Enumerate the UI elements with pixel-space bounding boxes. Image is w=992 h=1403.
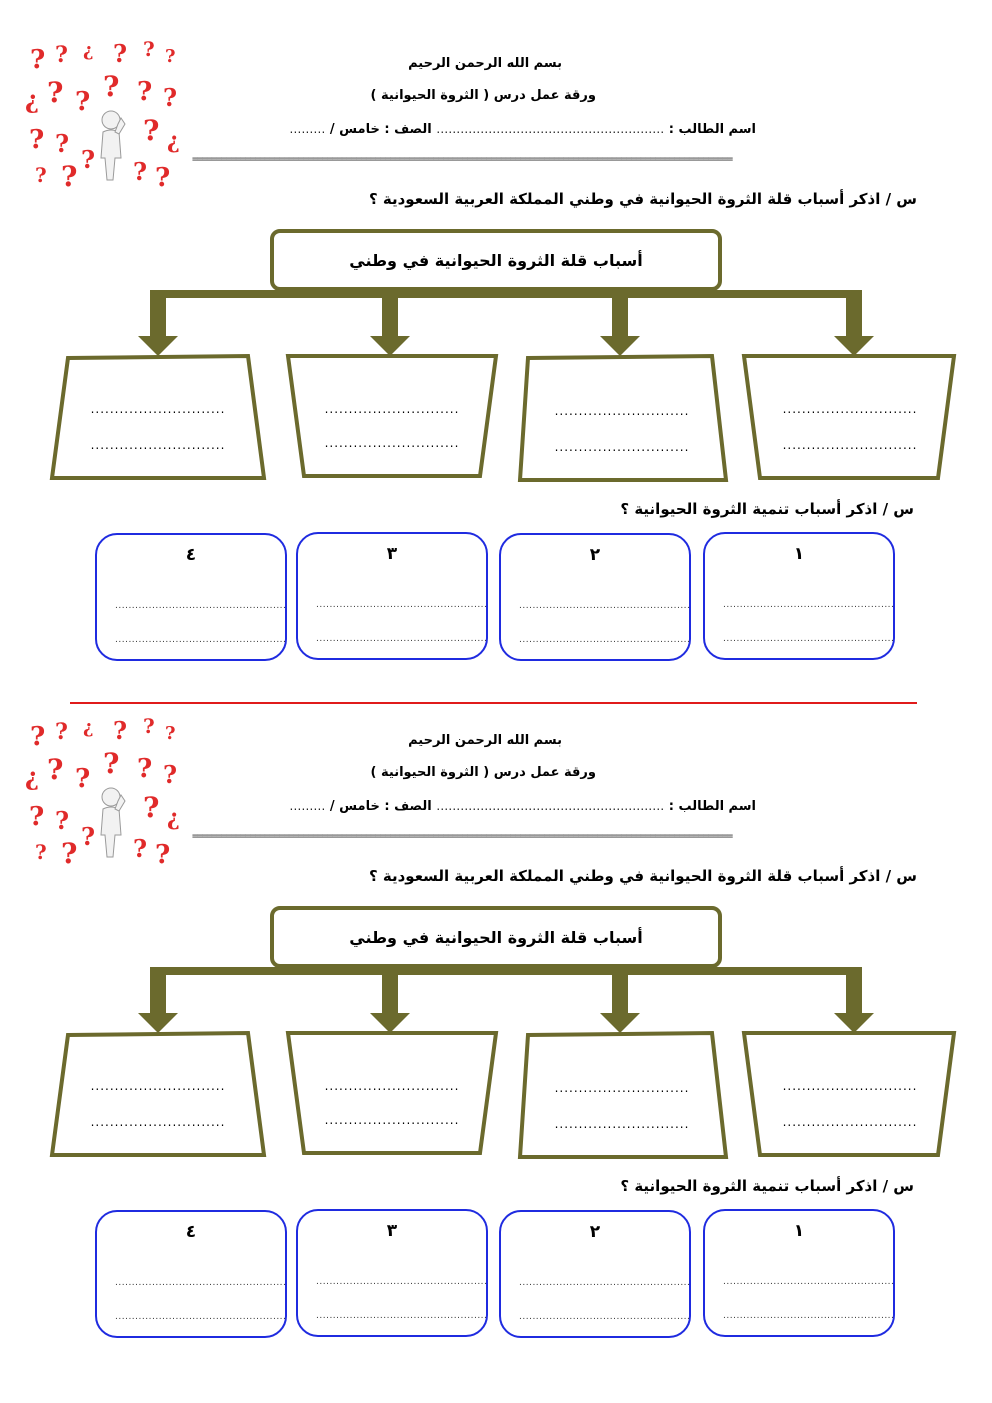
svg-text:?: ?	[143, 114, 160, 147]
basmala: بسم الله الرحمن الرحيم	[408, 733, 562, 748]
diagram-title-box	[270, 229, 722, 291]
class-field[interactable]: ………	[289, 122, 326, 136]
class-label: الصف : خامس /	[329, 122, 432, 137]
svg-text:?: ?	[165, 46, 176, 67]
svg-text:¿: ¿	[167, 805, 180, 831]
worksheet-title: ورقة عمل درس ( الثروة الحيوانية )	[370, 765, 596, 780]
cause-box-mid-right	[520, 1033, 726, 1157]
cause-box-right	[744, 356, 954, 478]
svg-text:¿: ¿	[83, 717, 94, 738]
svg-text:?: ?	[29, 125, 45, 155]
answer-line-1[interactable]: ...................................................	[316, 1277, 488, 1287]
svg-text:?: ?	[163, 760, 178, 789]
cause-box-left	[52, 1033, 264, 1155]
svg-text:?: ?	[137, 77, 153, 107]
svg-text:?: ?	[75, 764, 91, 794]
svg-text:?: ?	[133, 834, 148, 863]
box-number: ٣	[386, 544, 398, 564]
question-1: س / اذكر أسباب قلة الثروة الحيوانية في وطني المملكة العربية السعودية ؟	[368, 867, 917, 885]
answer-line-1[interactable]: ...................................................	[519, 601, 691, 611]
development-box-1	[703, 1209, 895, 1337]
svg-text:¿: ¿	[25, 85, 40, 114]
cause-2-line-1[interactable]: ............................	[324, 1079, 460, 1093]
svg-text:?: ?	[113, 716, 128, 745]
cause-2-line-2[interactable]: ............................	[324, 436, 460, 450]
cause-1-line-2[interactable]: ............................	[90, 1115, 226, 1129]
development-box-4	[95, 533, 287, 661]
svg-text:?: ?	[81, 822, 96, 851]
box-number: ٤	[185, 1222, 197, 1242]
separator-line: ================================================================================================================	[192, 154, 732, 165]
student-name-label: اسم الطالب :	[668, 799, 756, 814]
development-box-2	[499, 533, 691, 661]
svg-text:?: ?	[143, 37, 155, 61]
answer-line-1[interactable]: ...................................................	[519, 1278, 691, 1288]
cause-1-line-1[interactable]: ............................	[90, 1079, 226, 1093]
cause-1-line-1[interactable]: ............................	[90, 402, 226, 416]
development-box-4	[95, 1210, 287, 1338]
svg-text:?: ?	[163, 83, 178, 112]
answer-line-2[interactable]: ...................................................	[519, 1312, 691, 1322]
answer-line-1[interactable]: ...................................................	[115, 601, 287, 611]
svg-text:?: ?	[81, 145, 96, 174]
question-2: س / اذكر أسباب تنمية الثروة الحيوانية ؟	[620, 500, 914, 518]
cause-2-line-1[interactable]: ............................	[324, 402, 460, 416]
worksheet-title: ورقة عمل درس ( الثروة الحيوانية )	[370, 88, 596, 103]
cause-box-mid-right	[520, 356, 726, 480]
svg-text:?: ?	[143, 714, 155, 738]
cause-4-line-1[interactable]: ............................	[782, 402, 918, 416]
svg-text:?: ?	[75, 87, 91, 117]
svg-text:?: ?	[143, 791, 160, 824]
answer-line-1[interactable]: ...................................................	[723, 1277, 895, 1287]
cause-3-line-2[interactable]: ............................	[554, 440, 690, 454]
student-name-label: اسم الطالب :	[668, 122, 756, 137]
box-number: ٢	[589, 545, 601, 565]
diagram-title: أسباب قلة الثروة الحيوانية في وطني	[349, 927, 643, 947]
svg-text:?: ?	[55, 806, 70, 835]
svg-text:?: ?	[47, 753, 64, 786]
cause-3-line-1[interactable]: ............................	[554, 1081, 690, 1095]
cause-box-mid-left	[288, 356, 496, 476]
box-number: ١	[793, 1221, 805, 1241]
answer-line-2[interactable]: ...................................................	[519, 635, 691, 645]
worksheet-top	[0, 0, 992, 680]
svg-text:?: ?	[165, 723, 176, 744]
svg-text:?: ?	[55, 129, 70, 158]
development-box-3	[296, 532, 488, 660]
development-box-1	[703, 532, 895, 660]
svg-text:?: ?	[35, 163, 47, 187]
basmala: بسم الله الرحمن الرحيم	[408, 56, 562, 71]
svg-text:?: ?	[30, 45, 46, 75]
svg-text:?: ?	[55, 42, 68, 68]
answer-line-2[interactable]: ...................................................	[115, 1312, 287, 1322]
answer-line-2[interactable]: ...................................................	[316, 1311, 488, 1321]
svg-text:?: ?	[103, 70, 120, 103]
worksheet-bottom	[0, 677, 992, 1357]
answer-line-1[interactable]: ...................................................	[115, 1278, 287, 1288]
svg-text:?: ?	[35, 840, 47, 864]
cause-box-left	[52, 356, 264, 478]
box-number: ١	[793, 544, 805, 564]
cause-4-line-1[interactable]: ............................	[782, 1079, 918, 1093]
question-2: س / اذكر أسباب تنمية الثروة الحيوانية ؟	[620, 1177, 914, 1195]
answer-line-1[interactable]: ...................................................	[723, 600, 895, 610]
box-number: ٢	[589, 1222, 601, 1242]
svg-text:?: ?	[137, 754, 153, 784]
box-number: ٣	[386, 1221, 398, 1241]
class-field[interactable]: ………	[289, 799, 326, 813]
svg-text:?: ?	[30, 722, 46, 752]
svg-text:¿: ¿	[167, 128, 180, 154]
svg-text:?: ?	[133, 157, 148, 186]
class-label: الصف : خامس /	[329, 799, 432, 814]
cause-2-line-2[interactable]: ............................	[324, 1113, 460, 1127]
svg-text:?: ?	[113, 39, 128, 68]
svg-text:?: ?	[47, 76, 64, 109]
svg-text:?: ?	[61, 160, 78, 193]
answer-line-2[interactable]: ...................................................	[316, 634, 488, 644]
cause-3-line-1[interactable]: ............................	[554, 404, 690, 418]
development-box-2	[499, 1210, 691, 1338]
student-name-field[interactable]: …………………………………………………	[436, 799, 665, 813]
cause-1-line-2[interactable]: ............................	[90, 438, 226, 452]
question-1: س / اذكر أسباب قلة الثروة الحيوانية في وطني المملكة العربية السعودية ؟	[368, 190, 917, 208]
cause-3-line-2[interactable]: ............................	[554, 1117, 690, 1131]
answer-line-2[interactable]: ...................................................	[723, 634, 895, 644]
answer-line-2[interactable]: ...................................................	[115, 635, 287, 645]
cause-4-line-2[interactable]: ............................	[782, 1115, 918, 1129]
svg-text:?: ?	[55, 719, 68, 745]
cause-4-line-2[interactable]: ............................	[782, 438, 918, 452]
svg-text:¿: ¿	[83, 40, 94, 61]
cause-box-right	[744, 1033, 954, 1155]
separator-line: ================================================================================================================	[192, 831, 732, 842]
svg-text:?: ?	[155, 840, 171, 870]
box-number: ٤	[185, 545, 197, 565]
diagram-title-box	[270, 906, 722, 968]
diagram-title: أسباب قلة الثروة الحيوانية في وطني	[349, 250, 643, 270]
svg-text:?: ?	[103, 747, 120, 780]
svg-text:?: ?	[61, 837, 78, 870]
cause-box-mid-left	[288, 1033, 496, 1153]
svg-text:?: ?	[155, 163, 171, 193]
student-name-field[interactable]: …………………………………………………	[436, 122, 665, 136]
answer-line-2[interactable]: ...................................................	[723, 1311, 895, 1321]
svg-text:¿: ¿	[25, 762, 40, 791]
svg-text:?: ?	[29, 802, 45, 832]
answer-line-1[interactable]: ...................................................	[316, 600, 488, 610]
development-box-3	[296, 1209, 488, 1337]
